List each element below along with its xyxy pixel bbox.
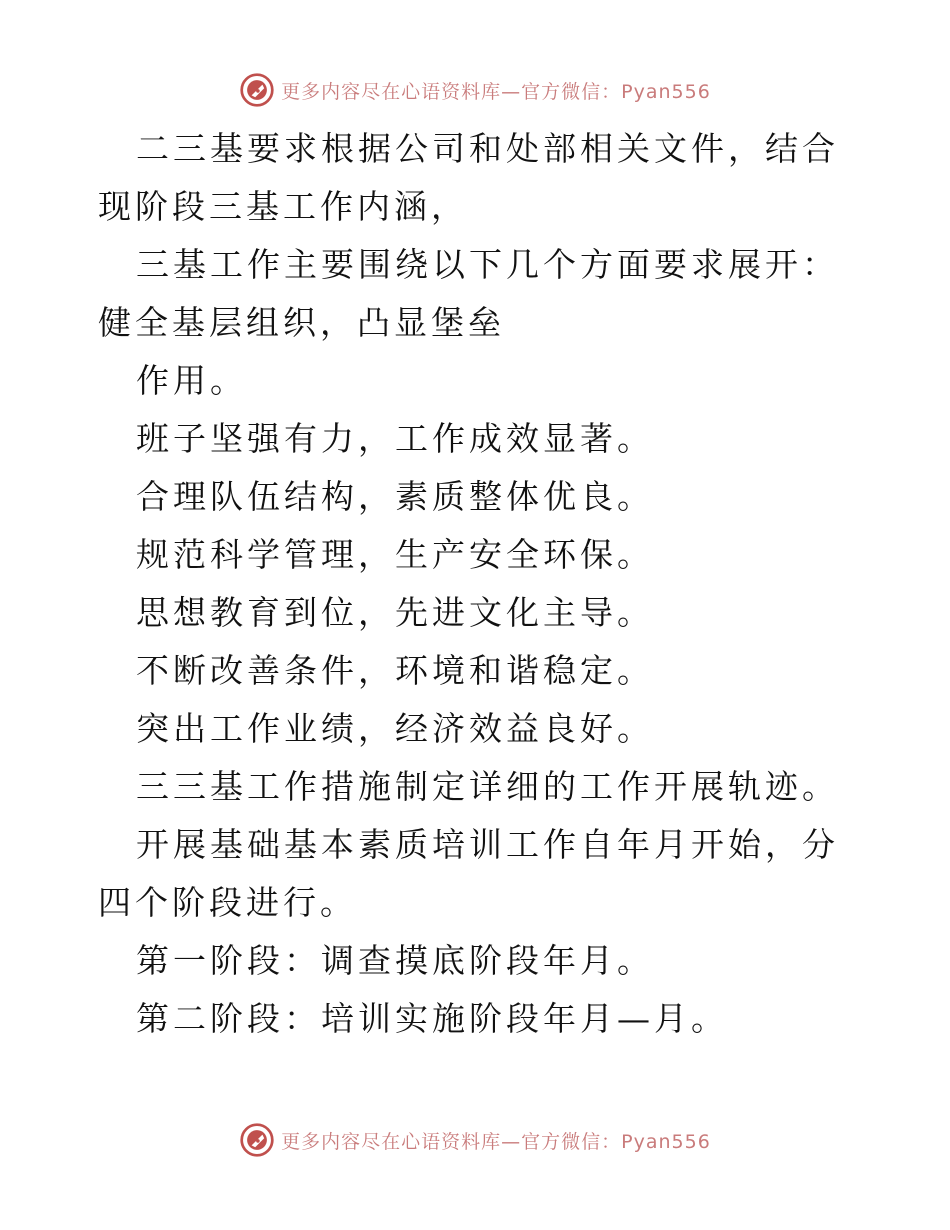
paragraph: 第一阶段：调查摸底阶段年月。 [136,941,654,980]
pen-nib-logo-icon [239,72,275,108]
paragraph: 班子坚强有力，工作成效显著。 [136,419,654,458]
paragraph: 规范科学管理，生产安全环保。 [136,535,654,574]
paragraph: 思想教育到位，先进文化主导。 [136,593,654,632]
paragraph: 开展基础基本素质培训工作自年月开始，分四个阶段进行。 [98,825,839,922]
watermark-text: 更多内容尽在心语资料库—官方微信：Pyan556 [281,1130,711,1153]
paragraph: 二三基要求根据公司和处部相关文件，结合现阶段三基工作内涵， [98,129,839,226]
paragraph: 作用。 [136,361,247,400]
paragraph: 突出工作业绩，经济效益良好。 [136,709,654,748]
watermark-text: 更多内容尽在心语资料库—官方微信：Pyan556 [281,80,711,103]
footer-watermark [0,1120,950,1160]
paragraph: 合理队伍结构，素质整体优良。 [136,477,654,516]
paragraph: 三基工作主要围绕以下几个方面要求展开：健全基层组织，凸显堡垒 [98,245,839,342]
paragraph: 不断改善条件，环境和谐稳定。 [136,651,654,690]
document-body [98,120,858,1048]
paragraph: 第二阶段：培训实施阶段年月—月。 [136,999,728,1038]
pen-nib-logo-icon [239,1122,275,1158]
paragraph: 三三基工作措施制定详细的工作开展轨迹。 [136,767,839,806]
header-watermark [0,70,950,110]
